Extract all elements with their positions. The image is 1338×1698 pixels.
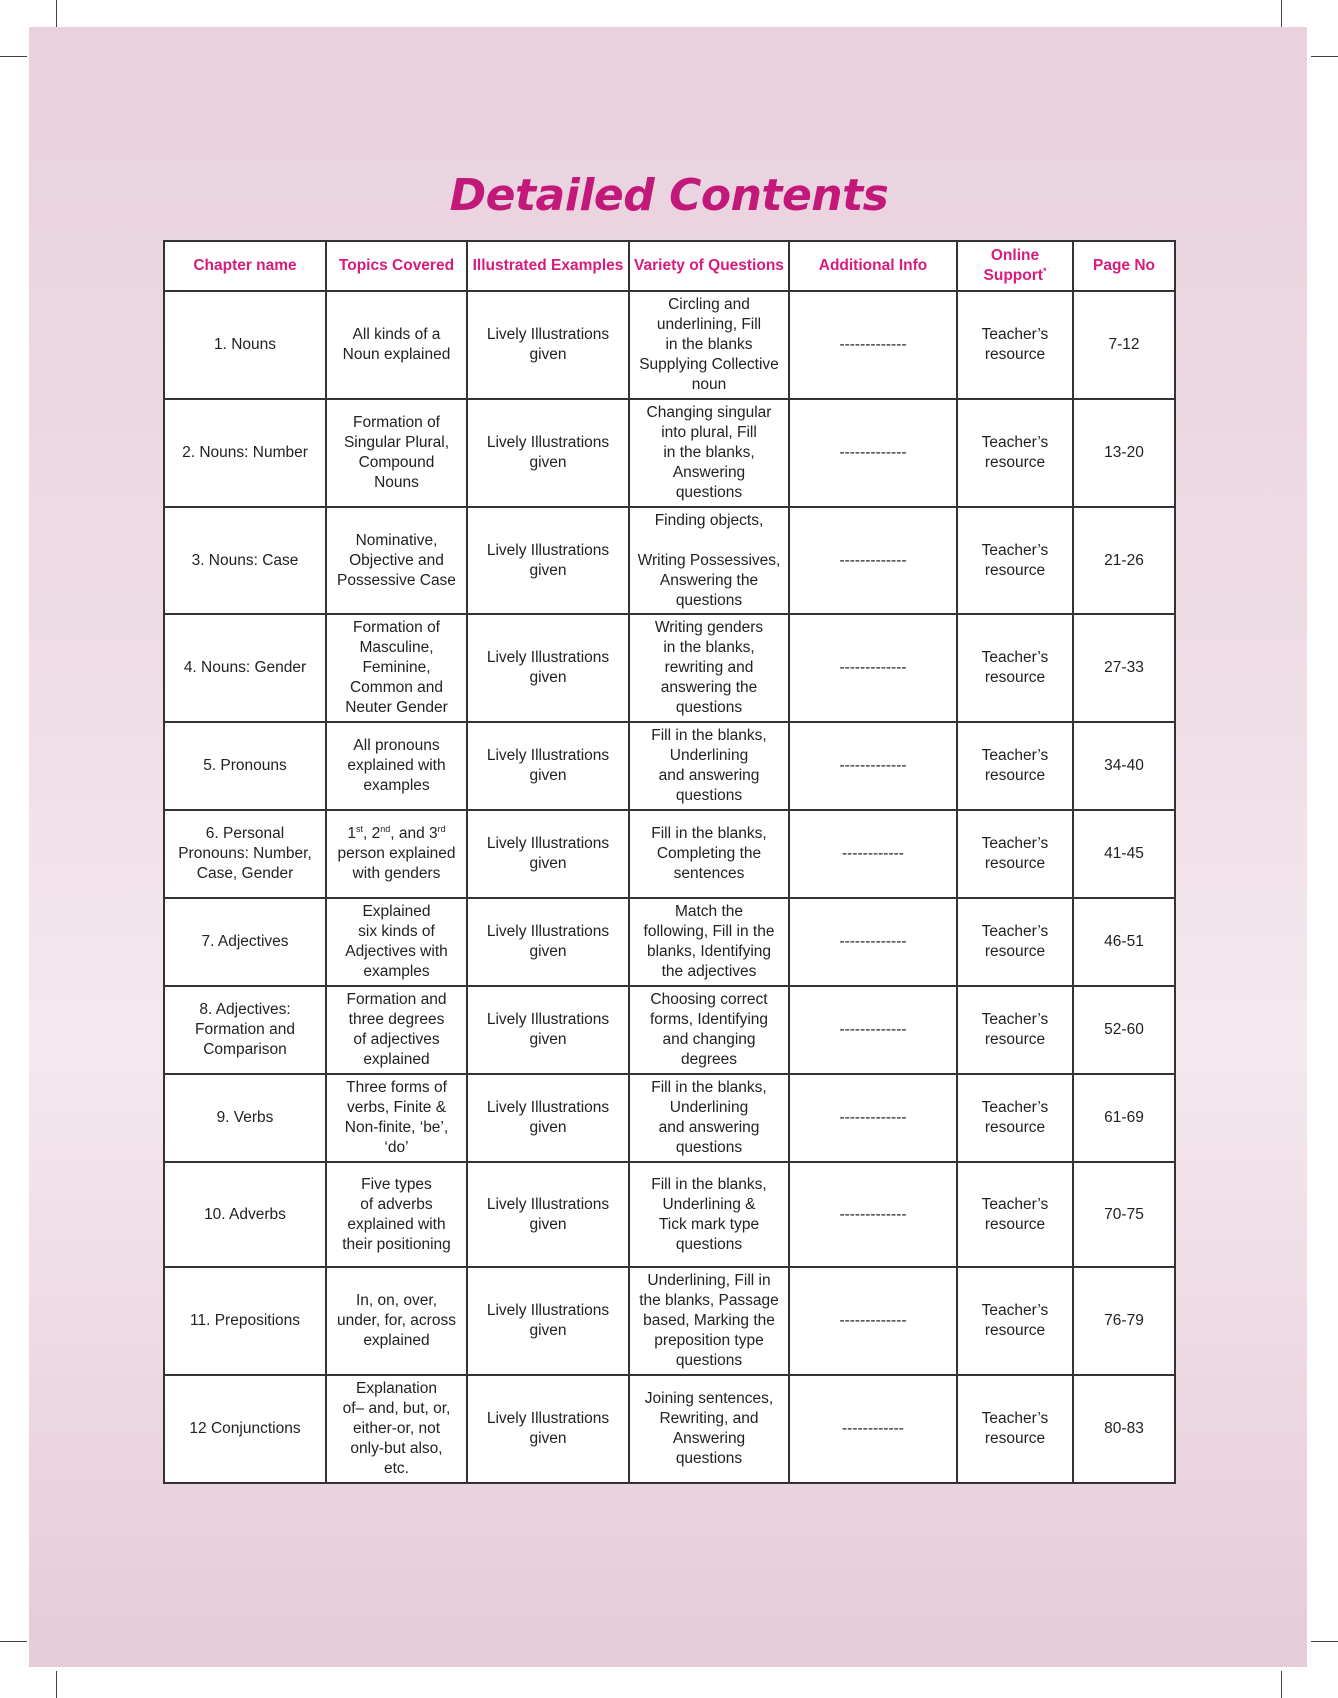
cell-page: 70-75 <box>1073 1162 1175 1267</box>
cell-chapter: 11. Prepositions <box>164 1267 326 1375</box>
cell-page: 61-69 <box>1073 1074 1175 1162</box>
cell-variety: Fill in the blanks, Underlining & Tick mark type questions <box>629 1162 789 1267</box>
cell-chapter: 4. Nouns: Gender <box>164 614 326 722</box>
table-row <box>164 1267 1175 1375</box>
cell-additional: ------------ <box>789 1375 957 1483</box>
contents-table <box>163 240 1176 1484</box>
cell-chapter: 10. Adverbs <box>164 1162 326 1267</box>
cell-variety: Finding objects, Writing Possessives, Answering the questions <box>629 507 789 614</box>
table-row <box>164 722 1175 810</box>
cell-illustrated: Lively Illustrations given <box>467 986 629 1074</box>
cell-variety: Joining sentences, Rewriting, and Answering questions <box>629 1375 789 1483</box>
cell-topics: Formation and three degrees of adjectives explained <box>326 986 467 1074</box>
cell-chapter: 8. Adjectives: Formation and Comparison <box>164 986 326 1074</box>
cell-additional: ------------- <box>789 986 957 1074</box>
crop-mark <box>1281 0 1282 27</box>
cell-additional: ------------- <box>789 399 957 507</box>
crop-mark <box>0 1641 27 1642</box>
cell-online: Teacher’s resource <box>957 722 1073 810</box>
table-row <box>164 1162 1175 1267</box>
crop-mark <box>0 56 27 57</box>
cell-page: 76-79 <box>1073 1267 1175 1375</box>
header-illustrated-examples: Illustrated Examples <box>467 241 629 291</box>
cell-topics: Formation of Masculine, Feminine, Common and Neuter Gender <box>326 614 467 722</box>
crop-mark <box>56 1671 57 1698</box>
cell-topics: In, on, over, under, for, across explained <box>326 1267 467 1375</box>
table-row <box>164 1375 1175 1483</box>
cell-page: 46-51 <box>1073 898 1175 986</box>
cell-online: Teacher’s resource <box>957 898 1073 986</box>
cell-additional: ------------- <box>789 1074 957 1162</box>
table-body <box>164 291 1175 1483</box>
cell-variety: Fill in the blanks, Completing the sentences <box>629 810 789 898</box>
table-row <box>164 399 1175 507</box>
cell-topics: Five types of adverbs explained with their positioning <box>326 1162 467 1267</box>
cell-illustrated: Lively Illustrations given <box>467 898 629 986</box>
crop-mark <box>1281 1671 1282 1698</box>
cell-online: Teacher’s resource <box>957 614 1073 722</box>
cell-online: Teacher’s resource <box>957 507 1073 614</box>
table-row <box>164 614 1175 722</box>
cell-topics: Three forms of verbs, Finite & Non-finite, ‘be’, ‘do’ <box>326 1074 467 1162</box>
footnote-mark: * <box>1042 265 1047 276</box>
cell-topics: Explanation of– and, but, or, either-or, not only-but also, etc. <box>326 1375 467 1483</box>
table-row <box>164 1074 1175 1162</box>
cell-illustrated: Lively Illustrations given <box>467 399 629 507</box>
header-online-support <box>957 241 1073 291</box>
crop-mark <box>56 0 57 27</box>
cell-topics: Nominative, Objective and Possessive Case <box>326 507 467 614</box>
cell-page: 34-40 <box>1073 722 1175 810</box>
cell-online: Teacher’s resource <box>957 986 1073 1074</box>
cell-chapter: 12 Conjunctions <box>164 1375 326 1483</box>
cell-illustrated: Lively Illustrations given <box>467 291 629 399</box>
cell-variety: Match the following, Fill in the blanks, Identifying the adjectives <box>629 898 789 986</box>
cell-variety: Circling and underlining, Fill in the blanks Supplying Collective noun <box>629 291 789 399</box>
cell-additional: ------------ <box>789 810 957 898</box>
header-topics-covered: Topics Covered <box>326 241 467 291</box>
cell-additional: ------------- <box>789 507 957 614</box>
cell-additional: ------------- <box>789 1162 957 1267</box>
table-header-row <box>164 241 1175 291</box>
cell-variety: Choosing correct forms, Identifying and changing degrees <box>629 986 789 1074</box>
cell-illustrated: Lively Illustrations given <box>467 1267 629 1375</box>
cell-online: Teacher’s resource <box>957 1267 1073 1375</box>
cell-topics: All kinds of a Noun explained <box>326 291 467 399</box>
table-row <box>164 986 1175 1074</box>
cell-online: Teacher’s resource <box>957 399 1073 507</box>
cell-chapter: 5. Pronouns <box>164 722 326 810</box>
header-page-no: Page No <box>1073 241 1175 291</box>
cell-topics: 1st, 2nd, and 3rd person explained with genders <box>326 810 467 898</box>
table-row <box>164 898 1175 986</box>
cell-chapter: 9. Verbs <box>164 1074 326 1162</box>
cell-additional: ------------- <box>789 1267 957 1375</box>
cell-page: 52-60 <box>1073 986 1175 1074</box>
cell-illustrated: Lively Illustrations given <box>467 507 629 614</box>
cell-page: 27-33 <box>1073 614 1175 722</box>
cell-variety: Fill in the blanks, Underlining and answering questions <box>629 1074 789 1162</box>
cell-additional: ------------- <box>789 898 957 986</box>
cell-chapter: 3. Nouns: Case <box>164 507 326 614</box>
cell-illustrated: Lively Illustrations given <box>467 1074 629 1162</box>
cell-variety: Underlining, Fill in the blanks, Passage based, Marking the preposition type questions <box>629 1267 789 1375</box>
table-row <box>164 507 1175 614</box>
cell-page: 13-20 <box>1073 399 1175 507</box>
header-additional-info: Additional Info <box>789 241 957 291</box>
cell-illustrated: Lively Illustrations given <box>467 1162 629 1267</box>
cell-online: Teacher’s resource <box>957 1162 1073 1267</box>
header-online-support-label: Online Support <box>983 247 1043 284</box>
cell-online: Teacher’s resource <box>957 1375 1073 1483</box>
cell-page: 41-45 <box>1073 810 1175 898</box>
cell-illustrated: Lively Illustrations given <box>467 810 629 898</box>
cell-chapter: 6. Personal Pronouns: Number, Case, Gender <box>164 810 326 898</box>
cell-online: Teacher’s resource <box>957 291 1073 399</box>
cell-variety: Fill in the blanks, Underlining and answering questions <box>629 722 789 810</box>
cell-topics: Explained six kinds of Adjectives with examples <box>326 898 467 986</box>
cell-chapter: 2. Nouns: Number <box>164 399 326 507</box>
crop-mark <box>1311 1641 1338 1642</box>
cell-chapter: 7. Adjectives <box>164 898 326 986</box>
cell-online: Teacher’s resource <box>957 810 1073 898</box>
cell-variety: Changing singular into plural, Fill in the blanks, Answering questions <box>629 399 789 507</box>
page-title: Detailed Contents <box>449 170 889 221</box>
header-chapter-name: Chapter name <box>164 241 326 291</box>
table-row <box>164 810 1175 898</box>
cell-page: 7-12 <box>1073 291 1175 399</box>
cell-page: 21-26 <box>1073 507 1175 614</box>
cell-online: Teacher’s resource <box>957 1074 1073 1162</box>
cell-topics: Formation of Singular Plural, Compound Nouns <box>326 399 467 507</box>
cell-illustrated: Lively Illustrations given <box>467 1375 629 1483</box>
table-row <box>164 291 1175 399</box>
crop-mark <box>1311 56 1338 57</box>
cell-additional: ------------- <box>789 614 957 722</box>
cell-additional: ------------- <box>789 722 957 810</box>
cell-page: 80-83 <box>1073 1375 1175 1483</box>
cell-chapter: 1. Nouns <box>164 291 326 399</box>
cell-illustrated: Lively Illustrations given <box>467 614 629 722</box>
cell-variety: Writing genders in the blanks, rewriting and answering the questions <box>629 614 789 722</box>
header-variety-of-questions: Variety of Questions <box>629 241 789 291</box>
cell-additional: ------------- <box>789 291 957 399</box>
cell-topics: All pronouns explained with examples <box>326 722 467 810</box>
cell-illustrated: Lively Illustrations given <box>467 722 629 810</box>
